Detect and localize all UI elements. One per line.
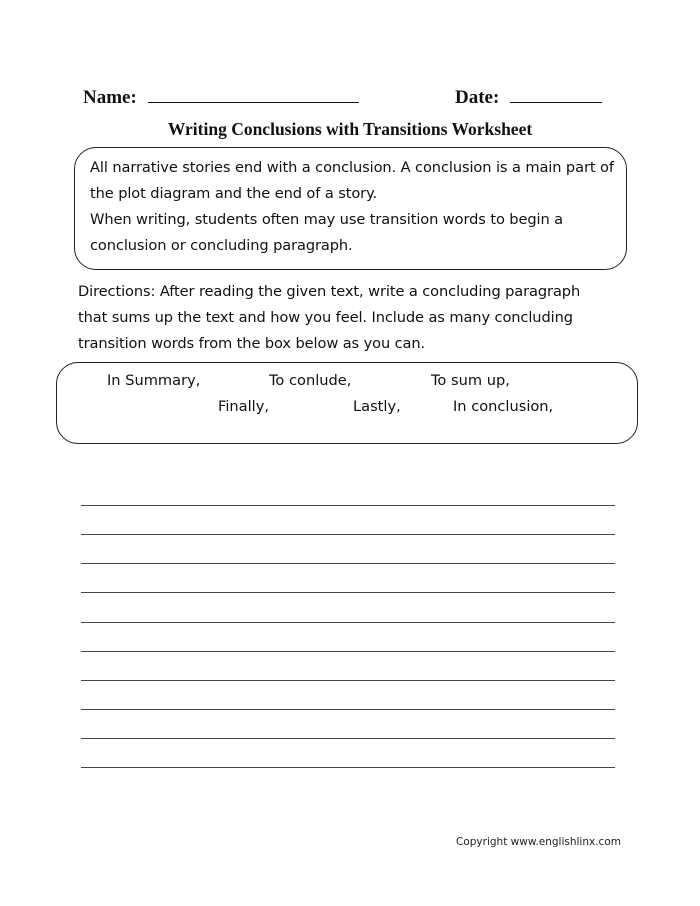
writing-line[interactable] (81, 767, 615, 768)
directions-line: Directions: After reading the given text, write a concluding paragraph (78, 283, 581, 300)
intro-line: the plot diagram and the end of a story. (90, 185, 378, 202)
transition-word: In Summary, (107, 372, 201, 389)
name-label: Name: (83, 87, 137, 108)
writing-line[interactable] (81, 622, 615, 623)
writing-line[interactable] (81, 534, 615, 535)
directions-line: transition words from the box below as you can. (78, 335, 426, 352)
writing-line[interactable] (81, 709, 615, 710)
transition-word: In conclusion, (453, 398, 554, 415)
writing-line[interactable] (81, 505, 615, 506)
intro-line: When writing, students often may use transition words to begin a (90, 211, 563, 228)
directions-text (78, 279, 580, 357)
intro-text (90, 155, 614, 259)
writing-line[interactable] (81, 563, 615, 564)
date-blank-line[interactable] (510, 84, 602, 103)
intro-line: conclusion or concluding paragraph. (90, 237, 353, 254)
transition-word: To conlude, (269, 372, 352, 389)
writing-line[interactable] (81, 738, 615, 739)
intro-line: All narrative stories end with a conclusion. A conclusion is a main part of (90, 159, 614, 176)
worksheet-title: Writing Conclusions with Transitions Worksheet (167, 119, 533, 139)
transition-word: To sum up, (431, 372, 510, 389)
copyright-notice: Copyright www.englishlinx.com (456, 836, 621, 848)
date-label: Date: (455, 87, 500, 108)
directions-line: that sums up the text and how you feel. Include as many concluding (78, 309, 573, 326)
writing-line[interactable] (81, 651, 615, 652)
name-field (83, 84, 359, 109)
writing-line[interactable] (81, 680, 615, 681)
transition-word: Lastly, (353, 398, 401, 415)
transition-word: Finally, (218, 398, 269, 415)
name-blank-line[interactable] (148, 84, 359, 103)
date-field (455, 84, 602, 109)
writing-line[interactable] (81, 592, 615, 593)
